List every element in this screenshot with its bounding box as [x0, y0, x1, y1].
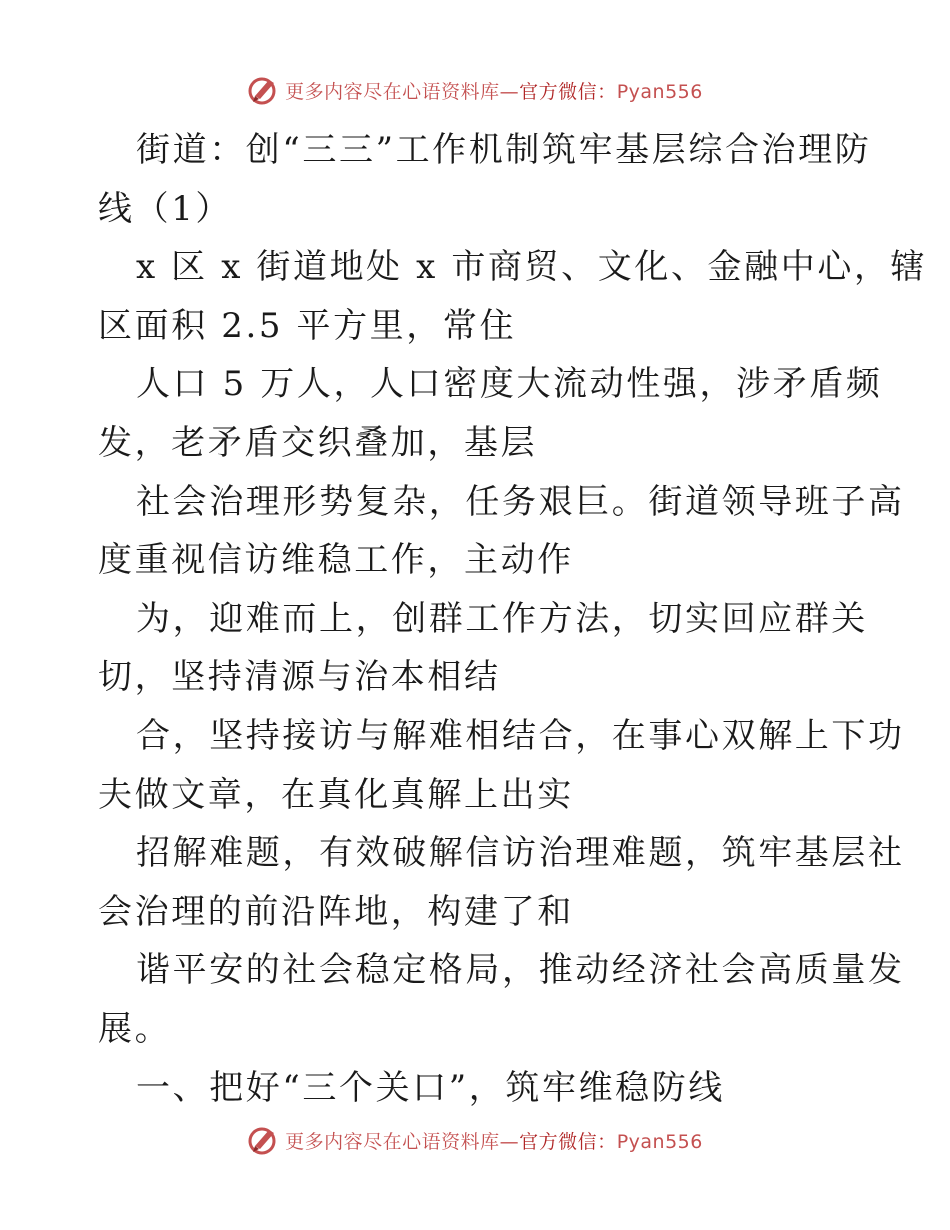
- paragraph: [98, 707, 905, 824]
- watermark-text-right: [519, 1127, 703, 1154]
- paragraph-line: 度重视信访维稳工作，主动作: [98, 540, 574, 581]
- paragraph: [98, 941, 905, 1058]
- paragraph-line: 合，坚持接访与解难相结合，在事心双解上下功: [136, 715, 905, 756]
- paragraph-line: 区面积 2.5 平方里，常住: [98, 305, 517, 346]
- title-line: 街道：创“三三”工作机制筑牢基层综合治理防: [136, 130, 872, 170]
- watermark-text-left: 更多内容尽在心语资料库—: [285, 1130, 520, 1153]
- paragraph: [98, 473, 905, 590]
- watermark-prefix: 官方微信：: [519, 1130, 617, 1153]
- section-heading-text: 一、把好“三个关口”，筑牢维稳防线: [136, 1067, 725, 1108]
- watermark-id: Pyan556: [616, 1130, 703, 1153]
- paragraph: [98, 238, 928, 355]
- watermark-text-left: 更多内容尽在心语资料库—: [285, 80, 520, 103]
- paragraph-line: 展。: [98, 1008, 172, 1049]
- watermark-id: Pyan556: [616, 80, 703, 103]
- paragraph-line: 谐平安的社会稳定格局，推动经济社会高质量发: [136, 950, 905, 991]
- pen-logo-icon: [247, 74, 279, 106]
- document-body: [98, 121, 928, 1117]
- paragraph-line: 切，坚持清源与治本相结: [98, 657, 501, 698]
- title-line: 线（1）: [98, 188, 233, 229]
- paragraph: [98, 824, 905, 941]
- paragraph-line: 为，迎难而上，创群工作方法，切实回应群关: [136, 598, 868, 639]
- watermark-text-right: [519, 77, 703, 104]
- pen-logo-icon: [247, 1124, 279, 1156]
- paragraph-line: 社会治理形势复杂，任务艰巨。街道领导班子高: [136, 481, 905, 522]
- paragraph-line: 招解难题，有效破解信访治理难题，筑牢基层社: [136, 833, 905, 874]
- watermark-footer: [0, 1124, 950, 1156]
- paragraph: [98, 355, 883, 472]
- document-title: [98, 121, 872, 238]
- watermark-prefix: 官方微信：: [519, 80, 617, 103]
- paragraph-line: 会治理的前沿阵地，构建了和: [98, 891, 574, 932]
- paragraph-line: 夫做文章，在真化真解上出实: [98, 774, 574, 815]
- section-heading: [98, 1059, 858, 1118]
- watermark-header: [0, 74, 950, 106]
- paragraph-line: x 区 x 街道地处 x 市商贸、文化、金融中心，辖: [136, 247, 928, 288]
- paragraph: [98, 590, 868, 707]
- paragraph-line: 发，老矛盾交织叠加，基层: [98, 422, 538, 463]
- paragraph-line: 人口 5 万人，人口密度大流动性强，涉矛盾频: [136, 364, 883, 405]
